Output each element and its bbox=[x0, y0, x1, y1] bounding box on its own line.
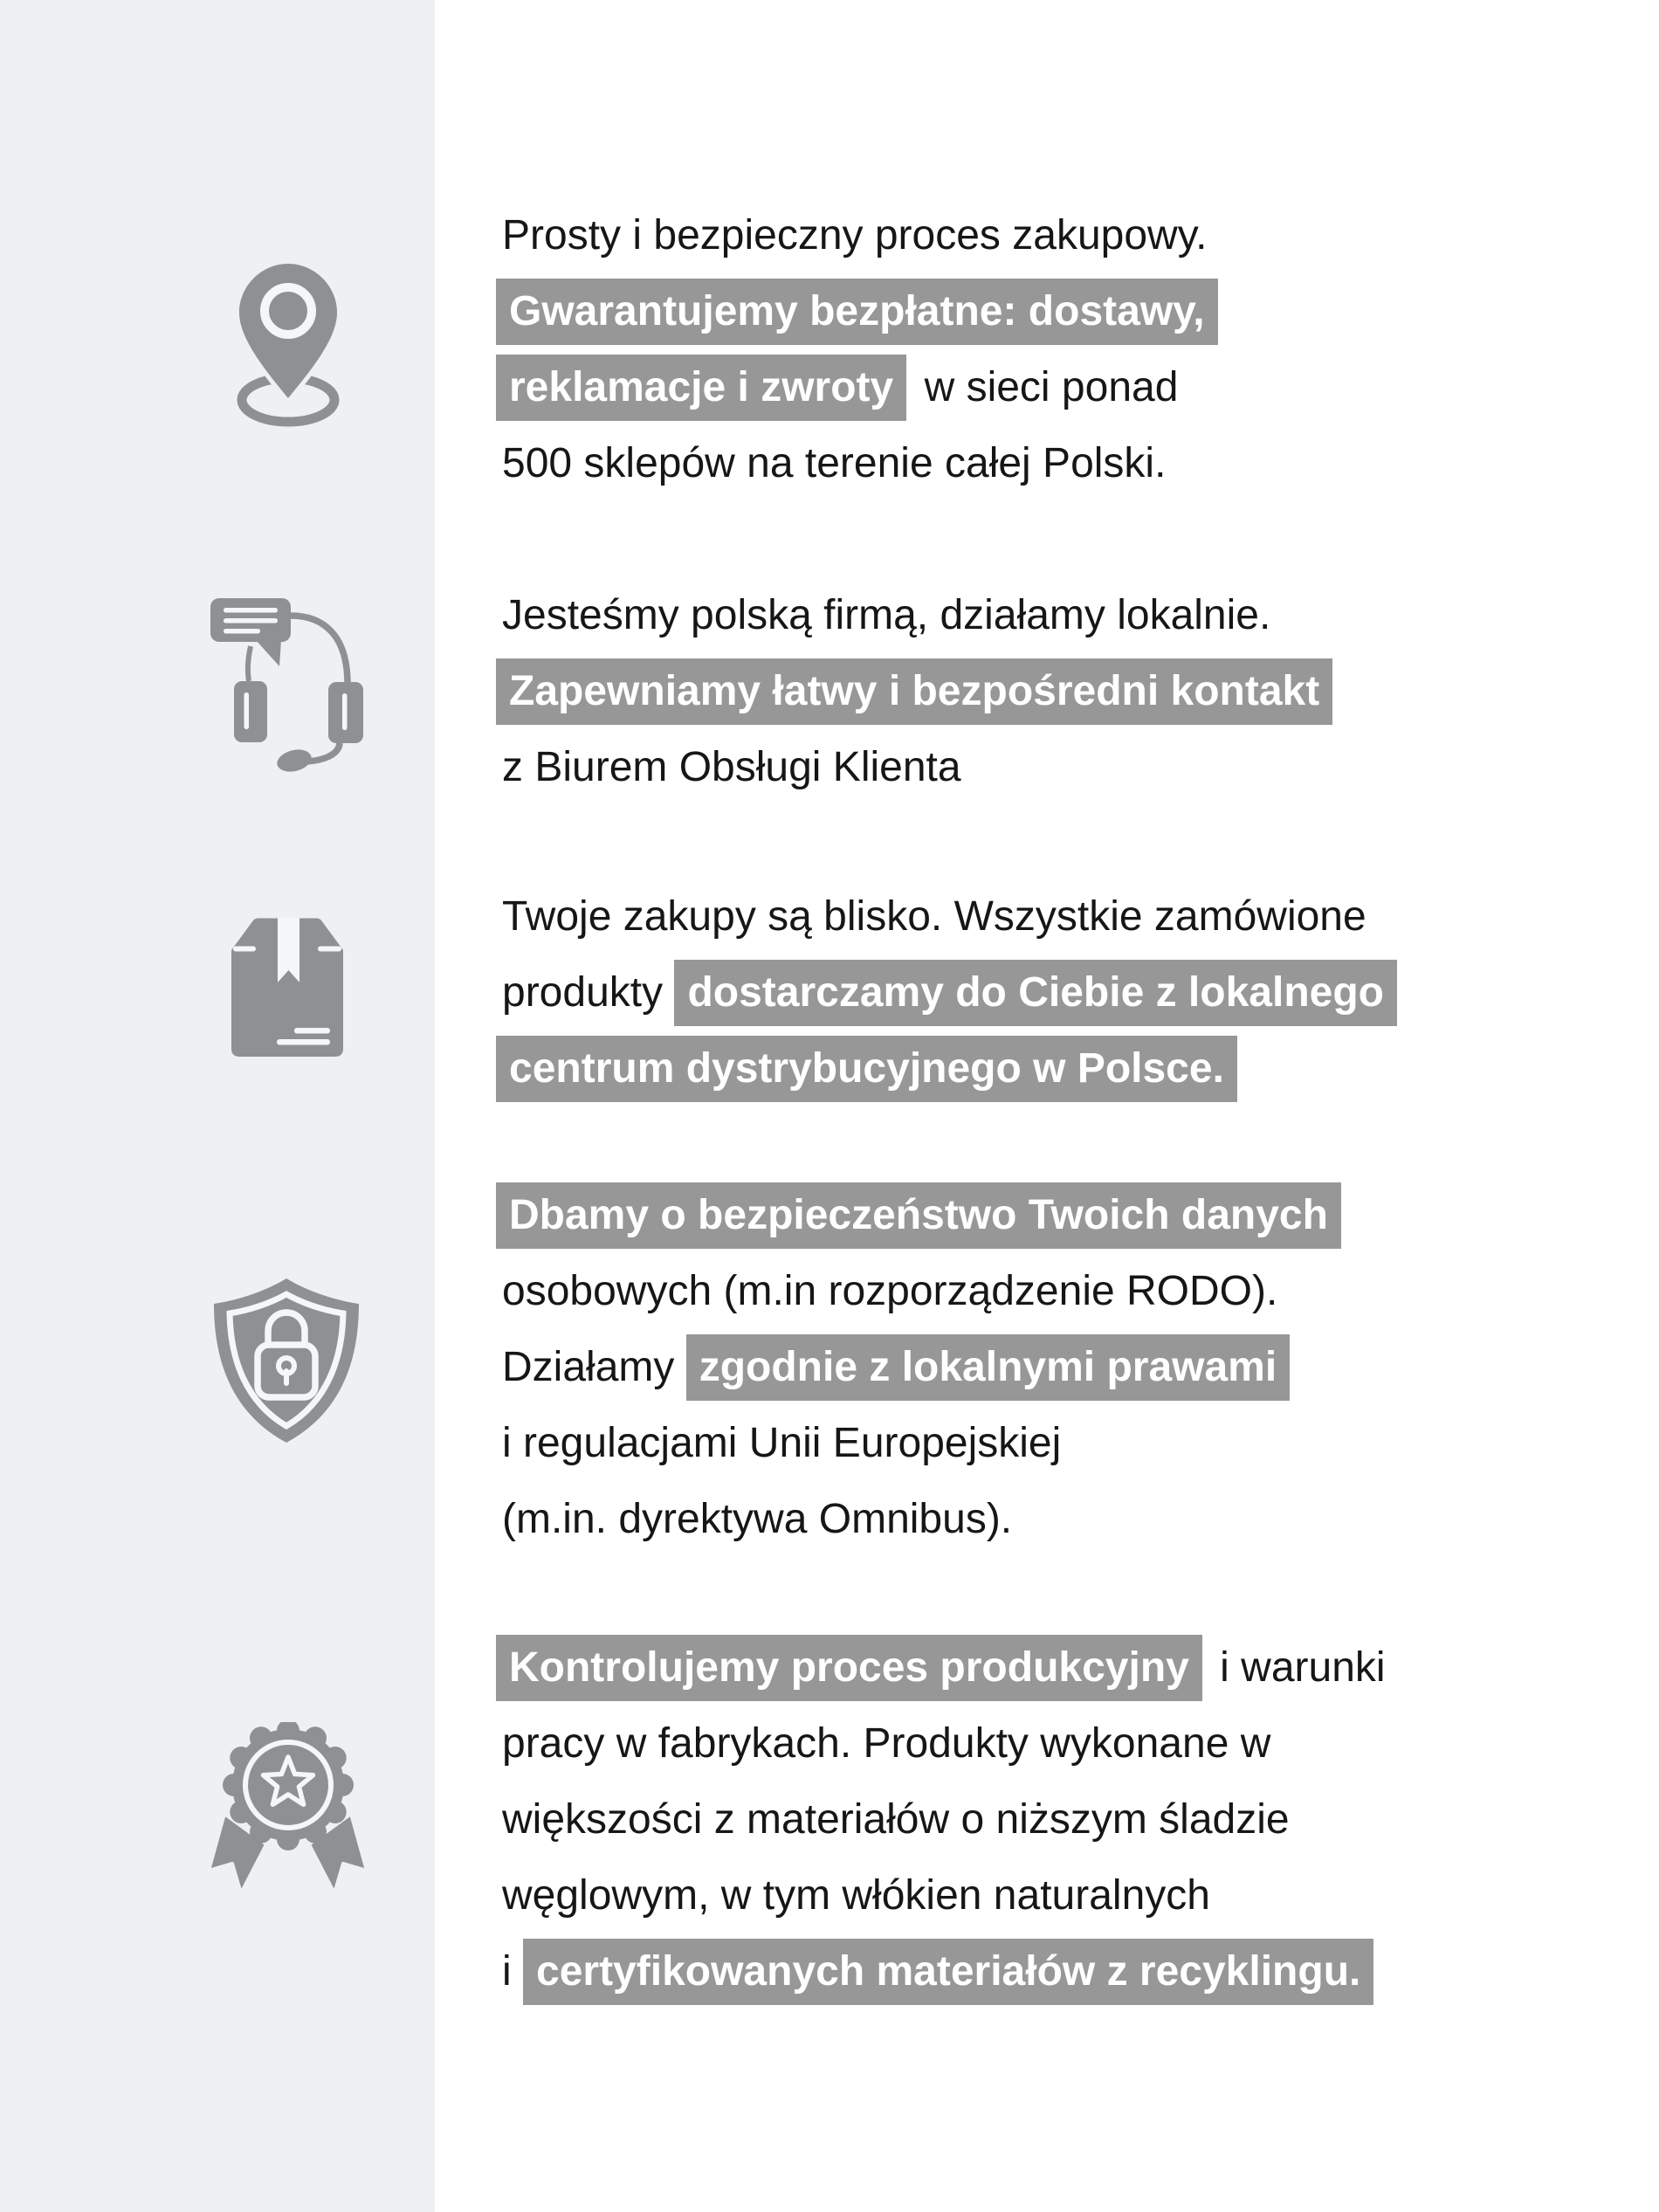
plain-text: z Biurem Obsługi Klienta bbox=[502, 744, 961, 790]
plain-text: Twoje zakupy są blisko. Wszystkie zamówione bbox=[502, 893, 1366, 940]
plain-text: pracy w fabrykach. Produkty wykonane w bbox=[502, 1720, 1271, 1767]
text-line bbox=[496, 1329, 1341, 1405]
plain-text: 500 sklepów na terenie całej Polski. bbox=[502, 440, 1167, 486]
text-line bbox=[496, 1030, 1397, 1106]
text-line bbox=[496, 197, 1218, 273]
text-line bbox=[496, 879, 1397, 954]
text-line bbox=[496, 1253, 1341, 1329]
text-line bbox=[496, 1630, 1386, 1706]
text-line bbox=[496, 577, 1332, 653]
shield-lock-icon bbox=[212, 1277, 361, 1444]
highlighted-text: Kontrolujemy proces produkcyjny bbox=[496, 1635, 1202, 1701]
plain-text: (m.in. dyrektywa Omnibus). bbox=[502, 1496, 1013, 1542]
highlighted-text: reklamacje i zwroty bbox=[496, 355, 906, 421]
text-line bbox=[496, 954, 1397, 1030]
plain-text: węglowym, w tym włókien naturalnych bbox=[502, 1872, 1210, 1919]
feature-section-production bbox=[496, 1630, 1386, 2009]
text-line bbox=[496, 1405, 1341, 1481]
text-line bbox=[496, 425, 1218, 501]
text-line bbox=[496, 1781, 1386, 1857]
location-pin-icon bbox=[234, 262, 342, 431]
feature-section-shopping bbox=[496, 197, 1218, 501]
package-box-icon bbox=[231, 917, 343, 1057]
feature-section-delivery bbox=[496, 879, 1397, 1106]
text-line bbox=[496, 1857, 1386, 1933]
plain-text: i regulacjami Unii Europejskiej bbox=[502, 1420, 1062, 1466]
headset-chat-icon bbox=[210, 598, 364, 773]
highlighted-text: dostarczamy do Ciebie z lokalnego bbox=[674, 960, 1397, 1026]
plain-text: większości z materiałów o niższym śladzie bbox=[502, 1796, 1290, 1843]
feature-section-contact bbox=[496, 577, 1332, 805]
text-line bbox=[496, 729, 1332, 805]
text-line bbox=[496, 349, 1218, 425]
plain-text: i warunki bbox=[1208, 1644, 1386, 1691]
highlighted-text: certyfikowanych materiałów z recyklingu. bbox=[523, 1939, 1373, 2005]
plain-text: Działamy bbox=[502, 1344, 686, 1390]
plain-text: Jesteśmy polską firmą, działamy lokalnie. bbox=[502, 592, 1271, 638]
text-line bbox=[496, 273, 1218, 349]
plain-text: produkty bbox=[502, 969, 675, 1016]
plain-text: w sieci ponad bbox=[912, 364, 1179, 410]
highlighted-text: zgodnie z lokalnymi prawami bbox=[686, 1334, 1290, 1401]
text-line bbox=[496, 1706, 1386, 1781]
text-line bbox=[496, 1481, 1341, 1557]
plain-text: osobowych (m.in rozporządzenie RODO). bbox=[502, 1268, 1278, 1314]
award-badge-icon bbox=[207, 1722, 368, 1897]
highlighted-text: Dbamy o bezpieczeństwo Twoich danych bbox=[496, 1182, 1341, 1249]
text-line bbox=[496, 1933, 1386, 2009]
text-line bbox=[496, 1177, 1341, 1253]
highlighted-text: Gwarantujemy bezpłatne: dostawy, bbox=[496, 279, 1218, 345]
text-line bbox=[496, 653, 1332, 729]
highlighted-text: Zapewniamy łatwy i bezpośredni kontakt bbox=[496, 658, 1332, 725]
plain-text: Prosty i bezpieczny proces zakupowy. bbox=[502, 212, 1208, 258]
feature-section-privacy bbox=[496, 1177, 1341, 1557]
plain-text: i bbox=[502, 1948, 523, 1995]
highlighted-text: centrum dystrybucyjnego w Polsce. bbox=[496, 1036, 1237, 1102]
